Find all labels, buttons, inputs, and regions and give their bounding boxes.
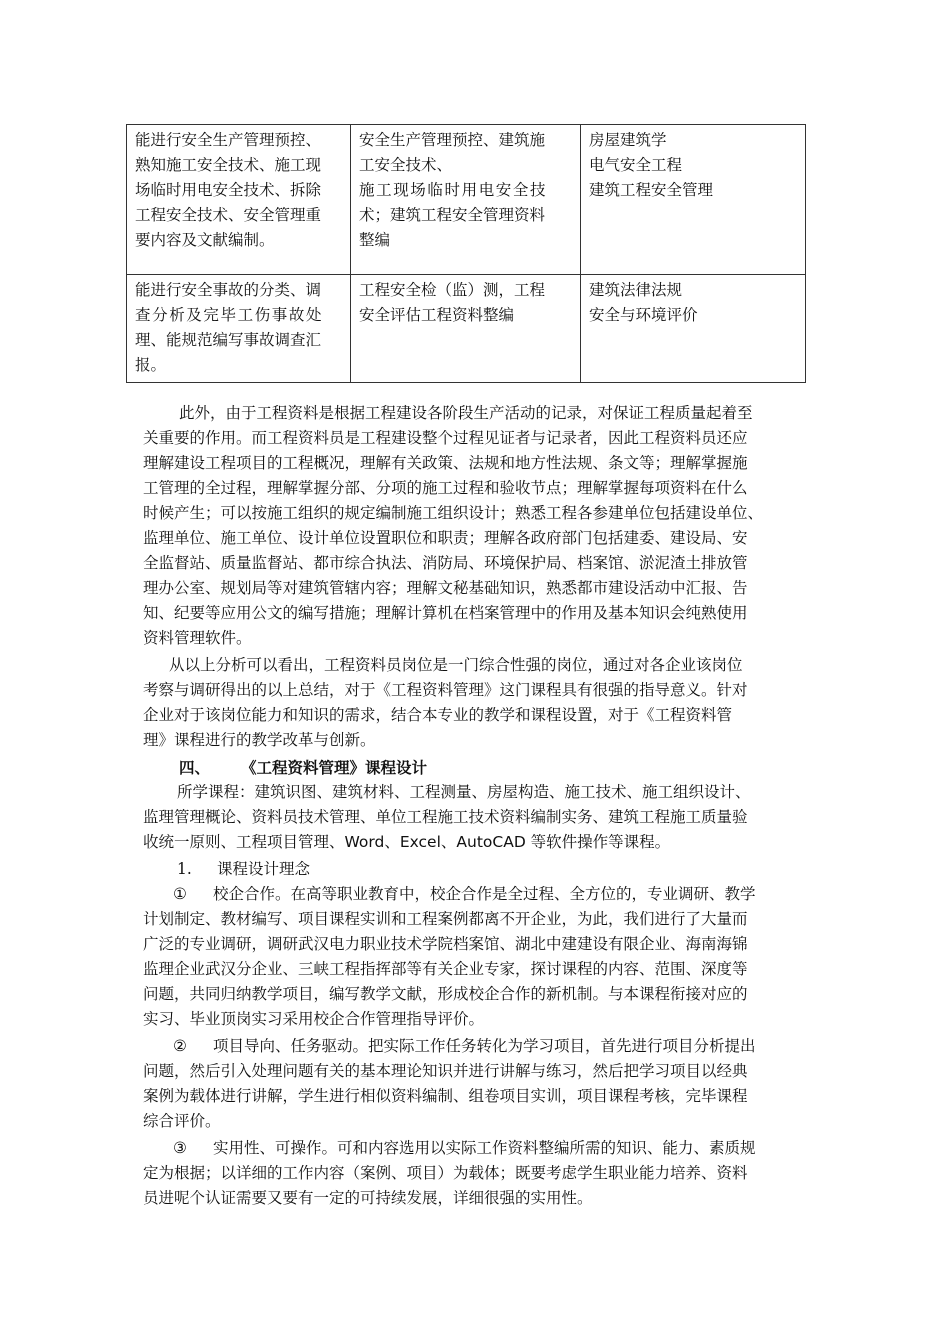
cell-line: 安全与环境评价 xyxy=(589,306,698,324)
text-line: 计划制定、教材编写、项目课程实训和工程案例都离不开企业，为此，我们进行了大量而 xyxy=(143,910,748,928)
text-line: 全监督站、质量监督站、都市综合执法、消防局、环境保护局、档案馆、淤泥渣土排放管 xyxy=(143,554,748,572)
cell-line: 要内容及文献编制。 xyxy=(135,231,275,249)
cell-line: 报。 xyxy=(135,356,167,374)
table-row xyxy=(127,125,806,275)
courses-cell xyxy=(581,125,806,275)
text-line: 理解建设工程项目的工程概况，理解有关政策、法规和地方性法规、条文等；理解掌握施 xyxy=(143,454,748,472)
text-line: 考察与调研得出的以上总结，对于《工程资料管理》这门课程具有很强的指导意义。针对 xyxy=(143,681,748,699)
text-line xyxy=(143,882,811,907)
cell-line: 建筑法律法规 xyxy=(589,281,683,299)
text-line: 理办公室、规划局等对建筑管辖内容；理解文秘基础知识，熟悉都市建设活动中汇报、告 xyxy=(143,579,748,597)
text-line: 监理单位、施工单位、设计单位设置职位和职责；理解各政府部门包括建委、建设局、安 xyxy=(143,529,748,547)
cell-line: 场临时用电安全技术、拆除 xyxy=(135,181,322,199)
cell-line: 工程安全检（监）测，工程 xyxy=(359,281,546,299)
body-text xyxy=(143,401,811,1213)
cell-line: 能进行安全生产管理预控、 xyxy=(135,131,322,149)
text-line: 资料管理软件。 xyxy=(143,629,252,647)
cell-line: 安全评估工程资料整编 xyxy=(359,306,515,324)
text-line: 监理管理概论、资料员技术管理、单位工程施工技术资料编制实务、建筑工程施工质量验 xyxy=(143,808,748,826)
courses-cell xyxy=(581,275,806,383)
knowledge-cell xyxy=(351,275,581,383)
text-line: 工管理的全过程，理解掌握分部、分项的施工过程和验收节点；理解掌握每项资料在什么 xyxy=(143,479,748,497)
text-line: 关重要的作用。而工程资料员是工程建设整个过程见证者与记录者，因此工程资料员还应 xyxy=(143,429,748,447)
cell-line: 施工现场临时用电安全技 xyxy=(359,181,548,199)
cell-line: 房屋建筑学 xyxy=(589,131,667,149)
list-item xyxy=(143,1136,811,1211)
list-marker: ① xyxy=(173,885,187,903)
list-marker: ② xyxy=(173,1037,187,1055)
subsection-text: 课程设计理念 xyxy=(217,860,311,878)
text-line: 收统一原则、工程项目管理、Word、Excel、AutoCAD 等软件操作等课程。 xyxy=(143,833,671,851)
text-line: 企业对于该岗位能力和知识的需求，结合本专业的教学和课程设置，对于《工程资料管 xyxy=(143,706,733,724)
text-line: 此外，由于工程资料是根据工程建设各阶段生产活动的记录，对保证工程质量起着至 xyxy=(179,404,753,422)
heading-text: 《工程资料管理》课程设计 xyxy=(241,758,428,777)
cell-line: 工安全技术、 xyxy=(359,156,453,174)
subsection-heading xyxy=(143,857,811,882)
cell-line: 理、能规范编写事故调查汇 xyxy=(135,331,322,349)
text-line: 定为根据；以详细的工作内容（案例、项目）为载体；既要考虑学生职业能力培养、资料 xyxy=(143,1164,748,1182)
cell-line: 能进行安全事故的分类、调 xyxy=(135,281,322,299)
paragraph-analysis xyxy=(143,401,811,651)
text-line xyxy=(143,1034,811,1059)
ability-cell xyxy=(127,275,351,383)
cell-line: 安全生产管理预控、建筑施 xyxy=(359,131,546,149)
section-heading xyxy=(143,755,811,780)
text-line: 问题，共同归纳教学项目，编写教学文献，形成校企合作的新机制。与本课程衔接对应的 xyxy=(143,985,748,1003)
list-text: 项目导向、任务驱动。把实际工作任务转化为学习项目，首先进行项目分析提出 xyxy=(213,1037,756,1055)
ability-cell xyxy=(127,125,351,275)
text-line: 从以上分析可以看出，工程资料员岗位是一门综合性强的岗位，通过对各企业该岗位 xyxy=(169,656,743,674)
cell-line: 电气安全工程 xyxy=(589,156,683,174)
text-line: 问题，然后引入处理问题有关的基本理论知识并进行讲解与练习，然后把学习项目以经典 xyxy=(143,1062,748,1080)
text-line: 案例为载体进行讲解，学生进行相似资料编制、组卷项目实训，项目课程考核，完毕课程 xyxy=(143,1087,748,1105)
knowledge-cell xyxy=(351,125,581,275)
text-line xyxy=(143,1136,811,1161)
paragraph-courses xyxy=(143,780,811,855)
cell-line: 建筑工程安全管理 xyxy=(589,181,714,199)
list-item xyxy=(143,1034,811,1134)
text-line: 员进呢个认证需要又要有一定的可持续发展，详细很强的实用性。 xyxy=(143,1189,593,1207)
cell-line: 熟知施工安全技术、施工现 xyxy=(135,156,322,174)
subsection-number: 1. xyxy=(177,860,192,878)
list-text: 校企合作。在高等职业教育中，校企合作是全过程、全方位的，专业调研、教学 xyxy=(213,885,756,903)
text-line: 实习、毕业顶岗实习采用校企合作管理指导评价。 xyxy=(143,1010,485,1028)
heading-number: 四、 xyxy=(179,758,211,777)
text-line: 监理企业武汉分企业、三峡工程指挥部等有关企业专家，探讨课程的内容、范围、深度等 xyxy=(143,960,748,978)
cell-line: 查分析及完毕工伤事故处 xyxy=(135,306,324,324)
list-text: 实用性、可操作。可和内容选用以实际工作资料整编所需的知识、能力、素质规 xyxy=(213,1139,756,1157)
text-line: 知、纪要等应用公文的编写措施；理解计算机在档案管理中的作用及基本知识会纯熟使用 xyxy=(143,604,748,622)
text-line: 所学课程：建筑识图、建筑材料、工程测量、房屋构造、施工技术、施工组织设计、 xyxy=(177,783,751,801)
cell-line: 工程安全技术、安全管理重 xyxy=(135,206,322,224)
text-line: 时候产生；可以按施工组织的规定编制施工组织设计；熟悉工程各参建单位包括建设单位、 xyxy=(143,504,764,522)
list-item xyxy=(143,882,811,1032)
table-row xyxy=(127,275,806,383)
requirements-table xyxy=(126,124,806,383)
paragraph-summary xyxy=(143,653,811,753)
cell-line: 整编 xyxy=(359,231,391,249)
text-line: 理》课程进行的教学改革与创新。 xyxy=(143,731,376,749)
text-line: 广泛的专业调研，调研武汉电力职业技术学院档案馆、湖北中建建设有限企业、海南海锦 xyxy=(143,935,748,953)
list-marker: ③ xyxy=(173,1139,187,1157)
cell-line: 术；建筑工程安全管理资料 xyxy=(359,206,546,224)
text-line: 综合评价。 xyxy=(143,1112,221,1130)
